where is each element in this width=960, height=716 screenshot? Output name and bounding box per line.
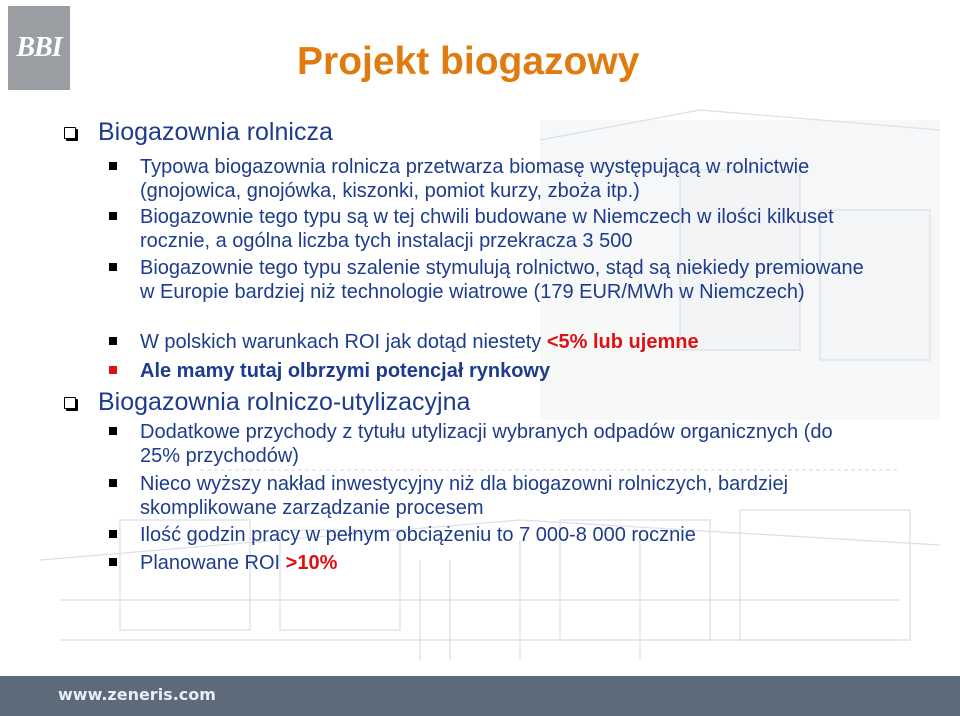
list-item-text: W polskich warunkach ROI jak dotąd niestety bbox=[140, 331, 547, 353]
list-item-text: Biogazownie tego typu są w tej chwili budowane w Niemczech w ilości kilkuset rocznie, a ogólna liczba tych instalacji przekracza 3 500 bbox=[140, 206, 834, 252]
list-item-text: Planowane ROI bbox=[140, 552, 286, 574]
list-item bbox=[140, 359, 870, 383]
list-item bbox=[140, 256, 870, 304]
logo-text: BBI bbox=[16, 32, 62, 63]
list-item-text: Dodatkowe przychody z tytułu utylizacji wybranych odpadów organicznych (do 25% przychodów) bbox=[140, 421, 833, 467]
roi-highlight: >10% bbox=[285, 552, 338, 574]
list-item-text: Ilość godzin pracy w pełnym obciążeniu to 7 000-8 000 rocznie bbox=[140, 524, 696, 546]
logo bbox=[8, 6, 70, 90]
square-bullet-icon bbox=[109, 427, 117, 435]
list-item bbox=[140, 155, 870, 203]
page-title: Projekt biogazowy bbox=[297, 40, 640, 83]
section-heading-text: Biogazownia rolniczo-utylizacyjna bbox=[98, 388, 471, 416]
list-item-text: Typowa biogazownia rolnicza przetwarza biomasę występującą w rolnictwie (gnojowica, gnojówka, kiszonki, pomiot kurzy, zboża itp.) bbox=[140, 156, 810, 202]
hollow-square-bullet-icon bbox=[64, 397, 76, 409]
square-bullet-icon bbox=[109, 162, 117, 170]
section-heading bbox=[98, 118, 333, 147]
section-heading bbox=[98, 388, 470, 417]
list-item bbox=[140, 523, 870, 547]
list-item bbox=[140, 472, 870, 520]
section-heading-text: Biogazownia rolnicza bbox=[98, 118, 333, 146]
list-item bbox=[140, 330, 870, 354]
list-item-text: Nieco wyższy nakład inwestycyjny niż dla biogazowni rolniczych, bardziej skomplikowane zarządzanie procesem bbox=[140, 473, 789, 519]
list-item bbox=[140, 551, 870, 575]
square-bullet-icon bbox=[109, 337, 117, 345]
roi-highlight: <5% lub ujemne bbox=[546, 331, 699, 353]
square-bullet-icon bbox=[109, 263, 117, 271]
square-bullet-icon bbox=[109, 479, 117, 487]
footer-url[interactable]: www.zeneris.com bbox=[58, 685, 216, 704]
square-bullet-icon bbox=[109, 558, 117, 566]
square-bullet-icon bbox=[109, 530, 117, 538]
list-item-text: Biogazownie tego typu szalenie stymulują rolnictwo, stąd są niekiedy premiowane w Europie bardziej niż technologie wiatrowe (179 EUR/MWh w Niemczech) bbox=[140, 257, 864, 303]
square-bullet-icon bbox=[109, 366, 117, 374]
list-item bbox=[140, 205, 870, 253]
hollow-square-bullet-icon bbox=[64, 127, 76, 139]
list-item bbox=[140, 420, 870, 468]
square-bullet-icon bbox=[109, 212, 117, 220]
footer-bar bbox=[0, 676, 960, 716]
list-item-text: Ale mamy tutaj olbrzymi potencjał rynkowy bbox=[140, 360, 551, 382]
